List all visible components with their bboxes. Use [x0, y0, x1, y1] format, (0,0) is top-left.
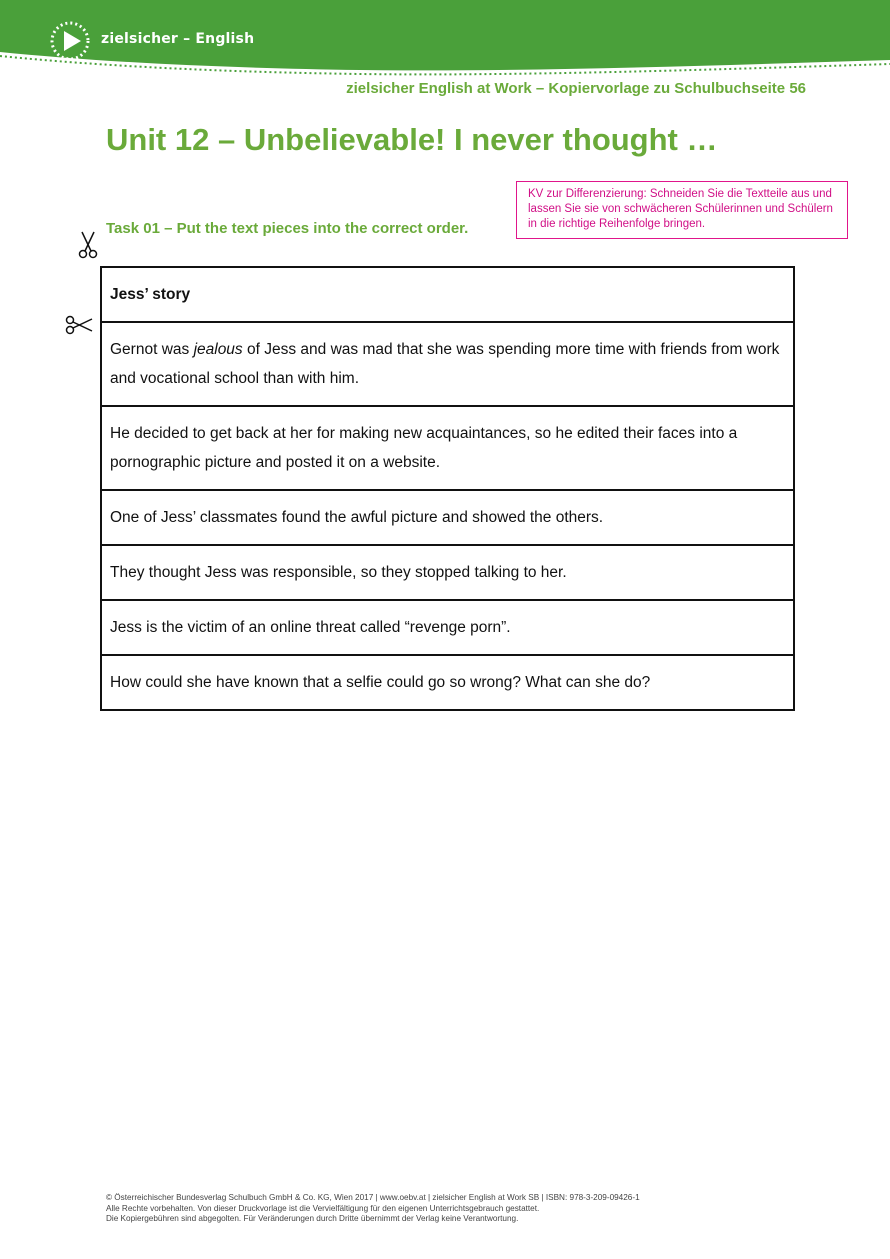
footer-line: © Österreichischer Bundesverlag Schulbuch GmbH & Co. KG, Wien 2017 | www.oebv.at | zielsicher English at Work SB | ISBN: 978-3-209-09426-1 — [106, 1193, 640, 1202]
scissors-vertical-icon — [77, 230, 99, 260]
kv-differentiation-note: KV zur Differenzierung: Schneiden Sie die Textteile aus und lassen Sie sie von schwächeren Schülerinnen und Schülern in die richtige Reihenfolge bringen. — [516, 181, 848, 239]
story-piece: How could she have known that a selfie could go so wrong? What can she do? — [101, 655, 794, 710]
story-piece: Jess is the victim of an online threat called “revenge porn”. — [101, 600, 794, 655]
story-table — [100, 266, 795, 711]
table-row — [101, 322, 794, 406]
table-row — [101, 490, 794, 545]
story-piece — [101, 322, 794, 406]
table-row — [101, 600, 794, 655]
story-piece: They thought Jess was responsible, so they stopped talking to her. — [101, 545, 794, 600]
table-row — [101, 655, 794, 710]
footer-line: Alle Rechte vorbehalten. Von dieser Druckvorlage ist die Vervielfältigung für den eigenen Unterrichtsgebrauch gestattet. — [106, 1203, 540, 1213]
table-row — [101, 267, 794, 322]
story-text: of Jess and was mad that she was spending more time with friends from work and vocational school than with him. — [110, 341, 780, 387]
table-row — [101, 406, 794, 490]
table-row — [101, 545, 794, 600]
story-piece: One of Jess’ classmates found the awful picture and showed the others. — [101, 490, 794, 545]
footer-line: Die Kopiergebühren sind abgegolten. Für Veränderungen durch Dritte übernimmt der Verlag keine Verantwortung. — [106, 1214, 519, 1223]
story-piece: He decided to get back at her for making new acquaintances, so he edited their faces into a pornographic picture and posted it on a website. — [101, 406, 794, 490]
page-subtitle: zielsicher English at Work – Kopiervorlage zu Schulbuchseite 56 — [346, 80, 806, 97]
task-title: Task 01 – Put the text pieces into the correct order. — [106, 220, 469, 237]
copyright-footer — [106, 1193, 640, 1225]
brand-logo-text: zielsicher – English — [101, 31, 255, 47]
scissors-horizontal-icon — [64, 314, 94, 336]
story-emphasis: jealous — [193, 341, 243, 358]
unit-title: Unit 12 – Unbelievable! I never thought … — [106, 122, 718, 157]
story-heading: Jess’ story — [101, 267, 794, 322]
story-text: Gernot was — [110, 341, 194, 358]
